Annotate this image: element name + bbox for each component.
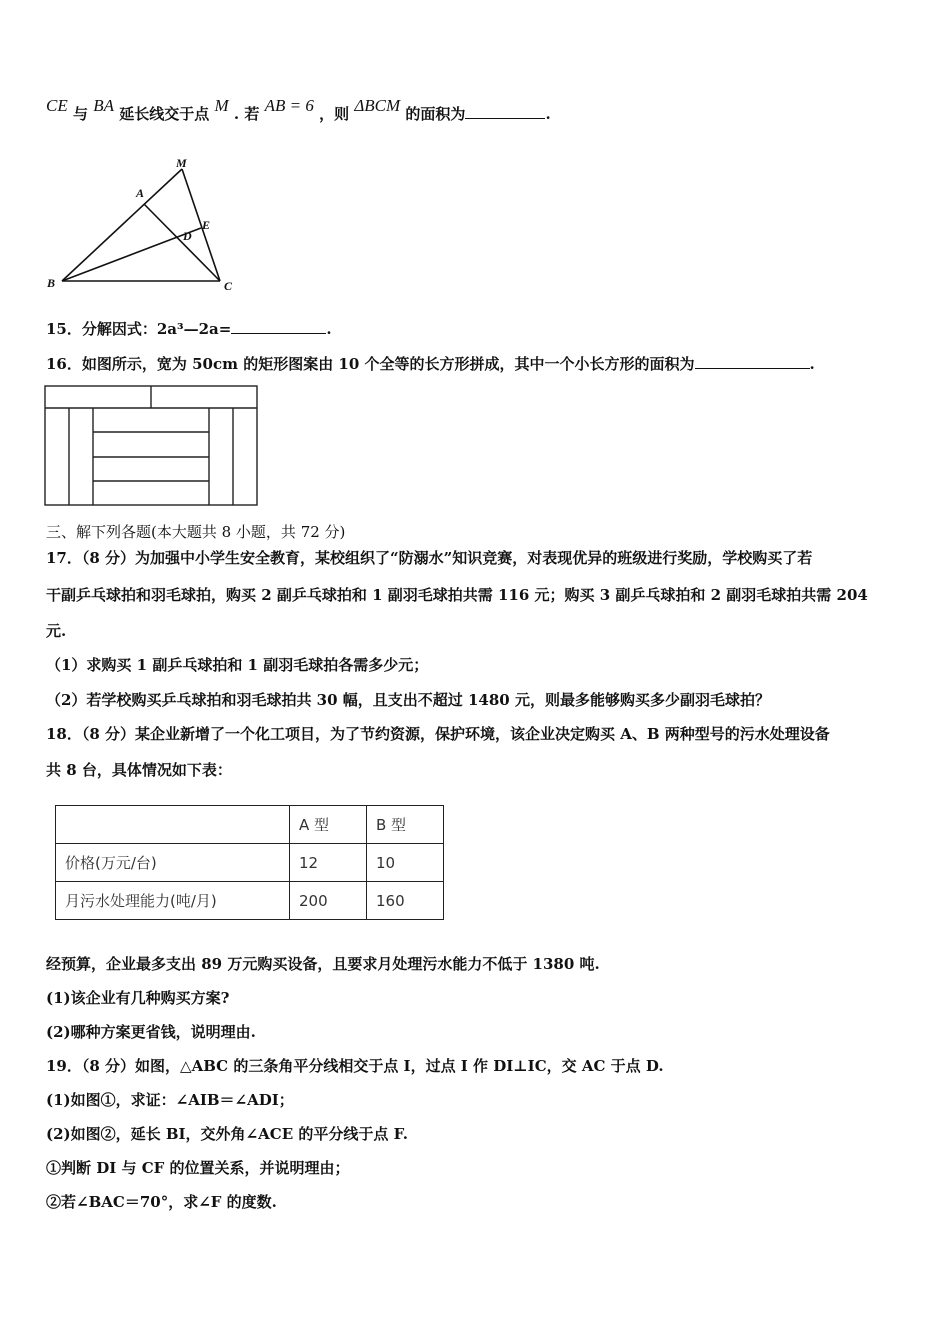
q17-line-3: 元. bbox=[46, 622, 67, 640]
q18-line-2: 共 8 台，具体情况如下表： bbox=[46, 761, 232, 779]
table-row bbox=[56, 882, 444, 920]
label-b: B bbox=[47, 276, 56, 290]
q14-line bbox=[46, 96, 551, 124]
segment-mc bbox=[182, 169, 220, 281]
q16-line bbox=[46, 354, 815, 374]
q14-text-2: 延长线交于点 bbox=[119, 105, 210, 123]
table-cell: 10 bbox=[367, 844, 444, 882]
q19-sub-2: (2)如图②，延长 BI，交外角∠ACE 的平分线于点 F. bbox=[46, 1125, 408, 1143]
triangle-figure bbox=[40, 155, 250, 300]
q14-end: . bbox=[545, 105, 551, 123]
table-cell: 160 bbox=[367, 882, 444, 920]
q18-line-1: 18．（8 分）某企业新增了一个化工项目，为了节约资源，保护环境，该企业决定购买 A、B 两种型号的污水处理设备 bbox=[46, 725, 830, 743]
q14-ce: CE bbox=[46, 96, 68, 115]
segment-be bbox=[62, 228, 201, 281]
table-cell: 12 bbox=[290, 844, 367, 882]
q17-sub-2: （2）若学校购买乒乓球拍和羽毛球拍共 30 幅，且支出不超过 1480 元，则最多能够购买多少副羽毛球拍？ bbox=[46, 691, 770, 709]
q14-m: M bbox=[214, 96, 229, 115]
q16-end: . bbox=[809, 355, 815, 373]
table-cell: 200 bbox=[290, 882, 367, 920]
q19-line-1: 19．（8 分）如图，△ABC 的三条角平分线相交于点 I，过点 I 作 DI⊥IC，交 AC 于点 D. bbox=[46, 1057, 664, 1075]
table-header-cell: B 型 bbox=[367, 806, 444, 844]
table-header-cell: A 型 bbox=[290, 806, 367, 844]
q15-text: 15．分解因式：2a³—2a= bbox=[46, 320, 232, 338]
q18-sub-2: (2)哪种方案更省钱，说明理由. bbox=[46, 1023, 256, 1041]
q16-answer-blank bbox=[695, 354, 810, 369]
segment-ac bbox=[144, 204, 220, 281]
q14-text-4: ，则 bbox=[319, 105, 350, 123]
q14-ba: BA bbox=[93, 96, 114, 115]
q15-end: . bbox=[326, 320, 332, 338]
table-cell: 月污水处理能力(吨/月) bbox=[56, 882, 290, 920]
equipment-table bbox=[55, 805, 444, 920]
q14-ab: AB = 6 bbox=[264, 96, 314, 115]
table-cell: 价格(万元/台) bbox=[56, 844, 290, 882]
rectangle-pattern-figure bbox=[44, 385, 260, 507]
q15-answer-blank bbox=[231, 319, 326, 334]
q14-text-5: 的面积为 bbox=[405, 105, 466, 123]
q15-line bbox=[46, 319, 332, 339]
q16-text: 16．如图所示，宽为 50cm 的矩形图案由 10 个全等的长方形拼成，其中一个小长方形的面积为 bbox=[46, 355, 695, 373]
q19-sub-1: (1)如图①，求证：∠AIB＝∠ADI； bbox=[46, 1091, 294, 1109]
q17-sub-1: （1）求购买 1 副乒乓球拍和 1 副羽毛球拍各需多少元； bbox=[46, 656, 429, 674]
q17-line-2: 干副乒乓球拍和羽毛球拍，购买 2 副乒乓球拍和 1 副羽毛球拍共需 116 元；购买 3 副乒乓球拍和 2 副羽毛球拍共需 204 bbox=[46, 586, 868, 604]
q19-sub-3: ①判断 DI 与 CF 的位置关系，并说明理由； bbox=[46, 1159, 350, 1177]
q18-budget: 经预算，企业最多支出 89 万元购买设备，且要求月处理污水能力不低于 1380 吨. bbox=[46, 955, 600, 973]
q17-line-1: 17．（8 分）为加强中小学生安全教育，某校组织了“防溺水”知识竞赛，对表现优异的班级进行奖励，学校购买了若 bbox=[46, 549, 813, 567]
label-d: D bbox=[183, 229, 192, 243]
q14-answer-blank bbox=[465, 104, 545, 119]
label-c: C bbox=[224, 279, 233, 293]
q14-bcm: ΔBCM bbox=[354, 96, 401, 115]
table-row bbox=[56, 844, 444, 882]
table-header-cell bbox=[56, 806, 290, 844]
label-m: M bbox=[176, 156, 187, 170]
label-a: A bbox=[136, 186, 145, 200]
section-3-title: 三、解下列各题(本大题共 8 小题，共 72 分) bbox=[46, 523, 346, 541]
label-e: E bbox=[202, 218, 211, 232]
q14-text-1: 与 bbox=[72, 105, 88, 123]
table-header-row bbox=[56, 806, 444, 844]
q19-sub-4: ②若∠BAC＝70°，求∠F 的度数. bbox=[46, 1193, 277, 1211]
q14-text-3: . 若 bbox=[233, 105, 260, 123]
q18-sub-1: (1)该企业有几种购买方案? bbox=[46, 989, 230, 1007]
